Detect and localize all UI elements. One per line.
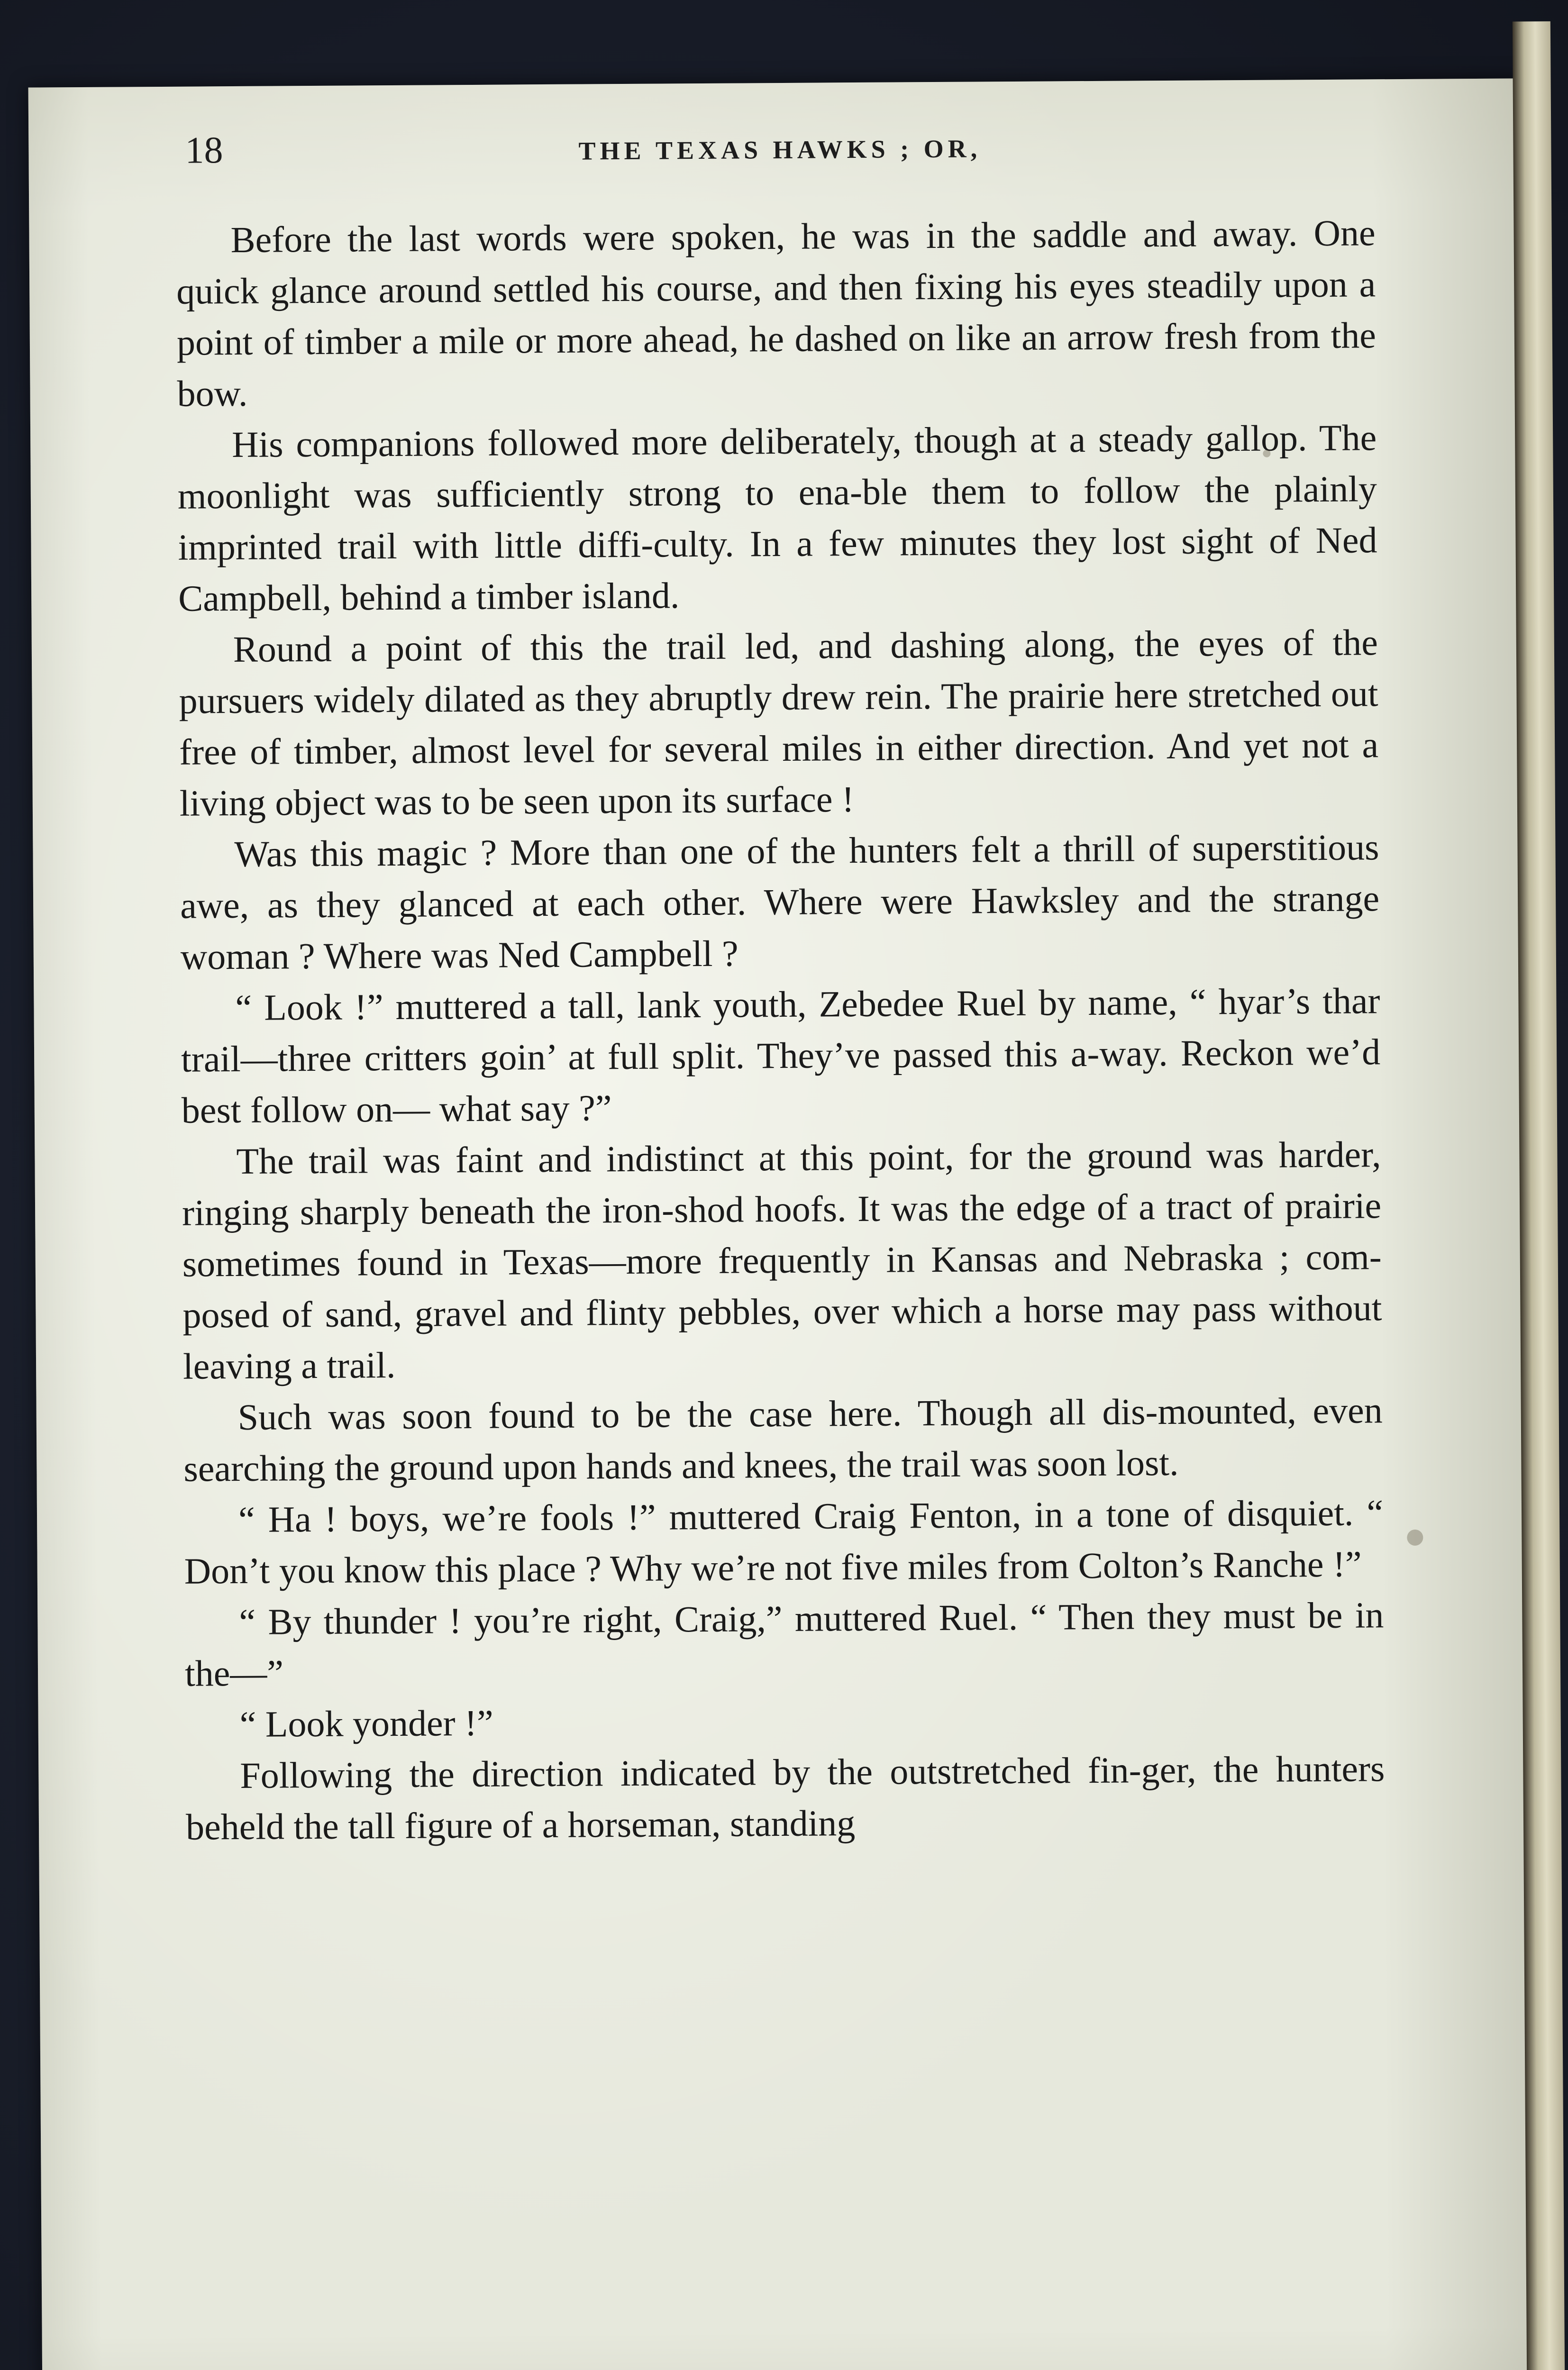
paragraph: Following the direction indicated by the outstretched fin-ger, the hunters beheld the tall figure of a horseman, standing (185, 1748, 1385, 1848)
paragraph: His companions followed more deliberately, though at a steady gallop. The moonlight was sufficiently strong to ena-ble them to follow the plainly imprinted trail with little diffi-culty. In a few minutes they lost sight of Ned Campbell, behind a timber island. (177, 417, 1377, 619)
ink-spot (1263, 450, 1270, 457)
paragraph: Such was soon found to be the case here. Though all dis-mounted, even searching the ground upon hands and knees, the trail was soon lost. (183, 1389, 1383, 1489)
paragraph: “ Ha ! boys, we’re fools !” muttered Craig Fenton, in a tone of disquiet. “ Don’t you know this place ? Why we’re not five miles from Colton’s Ranche !” (184, 1492, 1384, 1592)
body-text (176, 207, 1385, 1852)
page-number: 18 (185, 129, 223, 172)
paragraph: The trail was faint and indistinct at this point, for the ground was harder, ringing sharply beneath the iron-shod hoofs. It was the edge of a tract of prairie sometimes found in Texas—more frequently in Kansas and Nebraska ; com-posed of sand, gravel and flinty pebbles, over which a horse may pass without leaving a trail. (182, 1133, 1382, 1387)
book-page (28, 78, 1536, 2370)
paragraph: “ Look !” muttered a tall, lank youth, Zebedee Ruel by name, “ hyar’s thar trail—three critters goin’ at full split. They’ve passed this a-way. Reckon we’d best follow on— what say ?” (181, 980, 1381, 1131)
paragraph: Round a point of this the trail led, and dashing along, the eyes of the pursuers widely dilated as they abruptly drew rein. The prairie here stretched out free of timber, almost level for several miles in either direction. And yet not a living object was to be seen upon its surface ! (179, 621, 1379, 824)
paragraph: Was this magic ? More than one of the hunters felt a thrill of superstitious awe, as they glanced at each other. Where were Hawksley and the strange woman ? Where was Ned Campbell ? (180, 826, 1380, 977)
paragraph: “ By thunder ! you’re right, Craig,” muttered Ruel. “ Then they must be in the—” (184, 1594, 1384, 1694)
paragraph: “ Look yonder !” (239, 1702, 493, 1745)
ink-spot (1407, 1530, 1423, 1546)
paragraph: Before the last words were spoken, he was in the saddle and away. One quick glance around settled his course, and then fixing his eyes steadily upon a point of timber a mile or more ahead, he dashed on like an arrow fresh from the bow. (176, 212, 1377, 414)
running-title: THE TEXAS HAWKS ; OR, (578, 134, 982, 165)
page-header (185, 117, 1418, 191)
